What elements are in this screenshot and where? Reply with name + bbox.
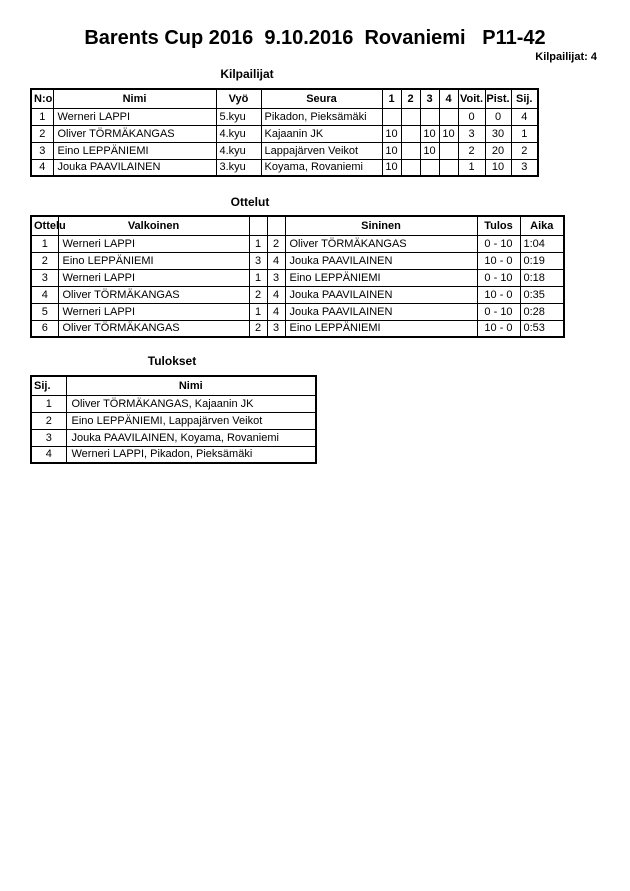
- cell-time: 0:28: [520, 303, 564, 320]
- cell-place: 1: [511, 125, 538, 142]
- competitors-table: [30, 88, 539, 177]
- cell-time: 0:53: [520, 320, 564, 337]
- cell-score-4: [439, 159, 458, 176]
- cell-score-2: [401, 159, 420, 176]
- results-header-row: [31, 376, 316, 395]
- cell-match-no: 3: [31, 269, 58, 286]
- col-header-place: Sij.: [31, 376, 66, 395]
- result-row: [31, 429, 316, 446]
- cell-score-2: [401, 108, 420, 125]
- col-header-belt: Vyö: [216, 89, 261, 108]
- cell-blue-no: 4: [267, 286, 285, 303]
- cell-belt: 4.kyu: [216, 125, 261, 142]
- cell-score-4: [439, 108, 458, 125]
- cell-result-name: Jouka PAAVILAINEN, Koyama, Rovaniemi: [66, 429, 316, 446]
- cell-no: 2: [31, 125, 53, 142]
- match-row: [31, 303, 564, 320]
- cell-white-name: Oliver TÖRMÄKANGAS: [58, 320, 249, 337]
- cell-blue-no: 4: [267, 252, 285, 269]
- cell-result-name: Eino LEPPÄNIEMI, Lappajärven Veikot: [66, 412, 316, 429]
- match-row: [31, 235, 564, 252]
- page-title: Barents Cup 2016 9.10.2016 Rovaniemi P11-42: [84, 27, 546, 49]
- cell-white-name: Werneri LAPPI: [58, 269, 249, 286]
- cell-result: 0 - 10: [477, 235, 520, 252]
- cell-club: Kajaanin JK: [261, 125, 382, 142]
- cell-time: 0:19: [520, 252, 564, 269]
- cell-club: Lappajärven Veikot: [261, 142, 382, 159]
- cell-points: 10: [485, 159, 511, 176]
- cell-no: 4: [31, 159, 53, 176]
- cell-blue-name: Eino LEPPÄNIEMI: [285, 320, 477, 337]
- cell-no: 3: [31, 142, 53, 159]
- col-header-n1: [249, 216, 267, 235]
- col-header-n2: [267, 216, 285, 235]
- competitors-header-row: [31, 89, 538, 108]
- cell-club: Koyama, Rovaniemi: [261, 159, 382, 176]
- result-row: [31, 412, 316, 429]
- cell-result-name: Oliver TÖRMÄKANGAS, Kajaanin JK: [66, 395, 316, 412]
- cell-score-2: [401, 125, 420, 142]
- col-header-match: Ottelu: [31, 216, 58, 235]
- cell-white-no: 1: [249, 303, 267, 320]
- col-header-no: N:o: [31, 89, 53, 108]
- competitor-count: Kilpailijat: 4: [535, 51, 597, 63]
- result-row: [31, 395, 316, 412]
- cell-club: Pikadon, Pieksämäki: [261, 108, 382, 125]
- cell-wins: 1: [458, 159, 485, 176]
- col-header-time: Aika: [520, 216, 564, 235]
- col-header-result: Tulos: [477, 216, 520, 235]
- col-header-points: Pist.: [485, 89, 511, 108]
- col-header-1: 1: [382, 89, 401, 108]
- cell-place: 1: [31, 395, 66, 412]
- cell-result: 10 - 0: [477, 320, 520, 337]
- cell-belt: 3.kyu: [216, 159, 261, 176]
- cell-belt: 5.kyu: [216, 108, 261, 125]
- matches-heading: Ottelut: [230, 195, 270, 209]
- cell-place: 2: [31, 412, 66, 429]
- competitor-row: [31, 159, 538, 176]
- cell-points: 30: [485, 125, 511, 142]
- cell-result: 0 - 10: [477, 303, 520, 320]
- cell-time: 1:04: [520, 235, 564, 252]
- cell-wins: 0: [458, 108, 485, 125]
- results-table: [30, 375, 317, 464]
- competitor-row: [31, 142, 538, 159]
- cell-white-name: Werneri LAPPI: [58, 235, 249, 252]
- result-row: [31, 446, 316, 463]
- cell-white-no: 2: [249, 286, 267, 303]
- cell-score-3: [420, 108, 439, 125]
- match-row: [31, 320, 564, 337]
- cell-score-3: [420, 159, 439, 176]
- cell-score-3: 10: [420, 125, 439, 142]
- cell-score-4: 10: [439, 125, 458, 142]
- cell-match-no: 2: [31, 252, 58, 269]
- col-header-wins: Voit.: [458, 89, 485, 108]
- cell-match-no: 1: [31, 235, 58, 252]
- cell-blue-no: 3: [267, 269, 285, 286]
- cell-score-2: [401, 142, 420, 159]
- cell-name: Werneri LAPPI: [53, 108, 216, 125]
- results-heading: Tulokset: [147, 354, 197, 368]
- cell-belt: 4.kyu: [216, 142, 261, 159]
- competitors-heading: Kilpailijat: [220, 67, 274, 81]
- cell-place: 2: [511, 142, 538, 159]
- cell-blue-no: 2: [267, 235, 285, 252]
- cell-place: 4: [511, 108, 538, 125]
- cell-time: 0:18: [520, 269, 564, 286]
- col-header-name: Nimi: [66, 376, 316, 395]
- cell-result: 10 - 0: [477, 252, 520, 269]
- cell-blue-name: Jouka PAAVILAINEN: [285, 286, 477, 303]
- cell-place: 3: [31, 429, 66, 446]
- cell-score-1: 10: [382, 159, 401, 176]
- cell-place: 3: [511, 159, 538, 176]
- cell-white-no: 3: [249, 252, 267, 269]
- col-header-place: Sij.: [511, 89, 538, 108]
- cell-match-no: 5: [31, 303, 58, 320]
- col-header-club: Seura: [261, 89, 382, 108]
- cell-name: Eino LEPPÄNIEMI: [53, 142, 216, 159]
- matches-header-row: [31, 216, 564, 235]
- competitor-row: [31, 108, 538, 125]
- cell-score-1: 10: [382, 142, 401, 159]
- cell-blue-name: Jouka PAAVILAINEN: [285, 303, 477, 320]
- cell-match-no: 6: [31, 320, 58, 337]
- cell-white-no: 1: [249, 235, 267, 252]
- cell-points: 0: [485, 108, 511, 125]
- competitor-row: [31, 125, 538, 142]
- col-header-white: Valkoinen: [58, 216, 249, 235]
- cell-white-name: Werneri LAPPI: [58, 303, 249, 320]
- cell-score-1: 10: [382, 125, 401, 142]
- cell-white-name: Oliver TÖRMÄKANGAS: [58, 286, 249, 303]
- cell-no: 1: [31, 108, 53, 125]
- cell-points: 20: [485, 142, 511, 159]
- cell-blue-no: 4: [267, 303, 285, 320]
- cell-white-no: 1: [249, 269, 267, 286]
- cell-result: 0 - 10: [477, 269, 520, 286]
- cell-white-no: 2: [249, 320, 267, 337]
- col-header-4: 4: [439, 89, 458, 108]
- cell-blue-name: Jouka PAAVILAINEN: [285, 252, 477, 269]
- match-row: [31, 269, 564, 286]
- cell-wins: 2: [458, 142, 485, 159]
- cell-name: Jouka PAAVILAINEN: [53, 159, 216, 176]
- col-header-2: 2: [401, 89, 420, 108]
- cell-score-3: 10: [420, 142, 439, 159]
- cell-score-4: [439, 142, 458, 159]
- cell-blue-no: 3: [267, 320, 285, 337]
- match-row: [31, 286, 564, 303]
- cell-place: 4: [31, 446, 66, 463]
- matches-table: [30, 215, 565, 338]
- cell-blue-name: Eino LEPPÄNIEMI: [285, 269, 477, 286]
- cell-blue-name: Oliver TÖRMÄKANGAS: [285, 235, 477, 252]
- match-row: [31, 252, 564, 269]
- cell-wins: 3: [458, 125, 485, 142]
- cell-result: 10 - 0: [477, 286, 520, 303]
- col-header-3: 3: [420, 89, 439, 108]
- cell-name: Oliver TÖRMÄKANGAS: [53, 125, 216, 142]
- col-header-blue: Sininen: [285, 216, 477, 235]
- cell-time: 0:35: [520, 286, 564, 303]
- cell-match-no: 4: [31, 286, 58, 303]
- col-header-name: Nimi: [53, 89, 216, 108]
- cell-score-1: [382, 108, 401, 125]
- cell-result-name: Werneri LAPPI, Pikadon, Pieksämäki: [66, 446, 316, 463]
- cell-white-name: Eino LEPPÄNIEMI: [58, 252, 249, 269]
